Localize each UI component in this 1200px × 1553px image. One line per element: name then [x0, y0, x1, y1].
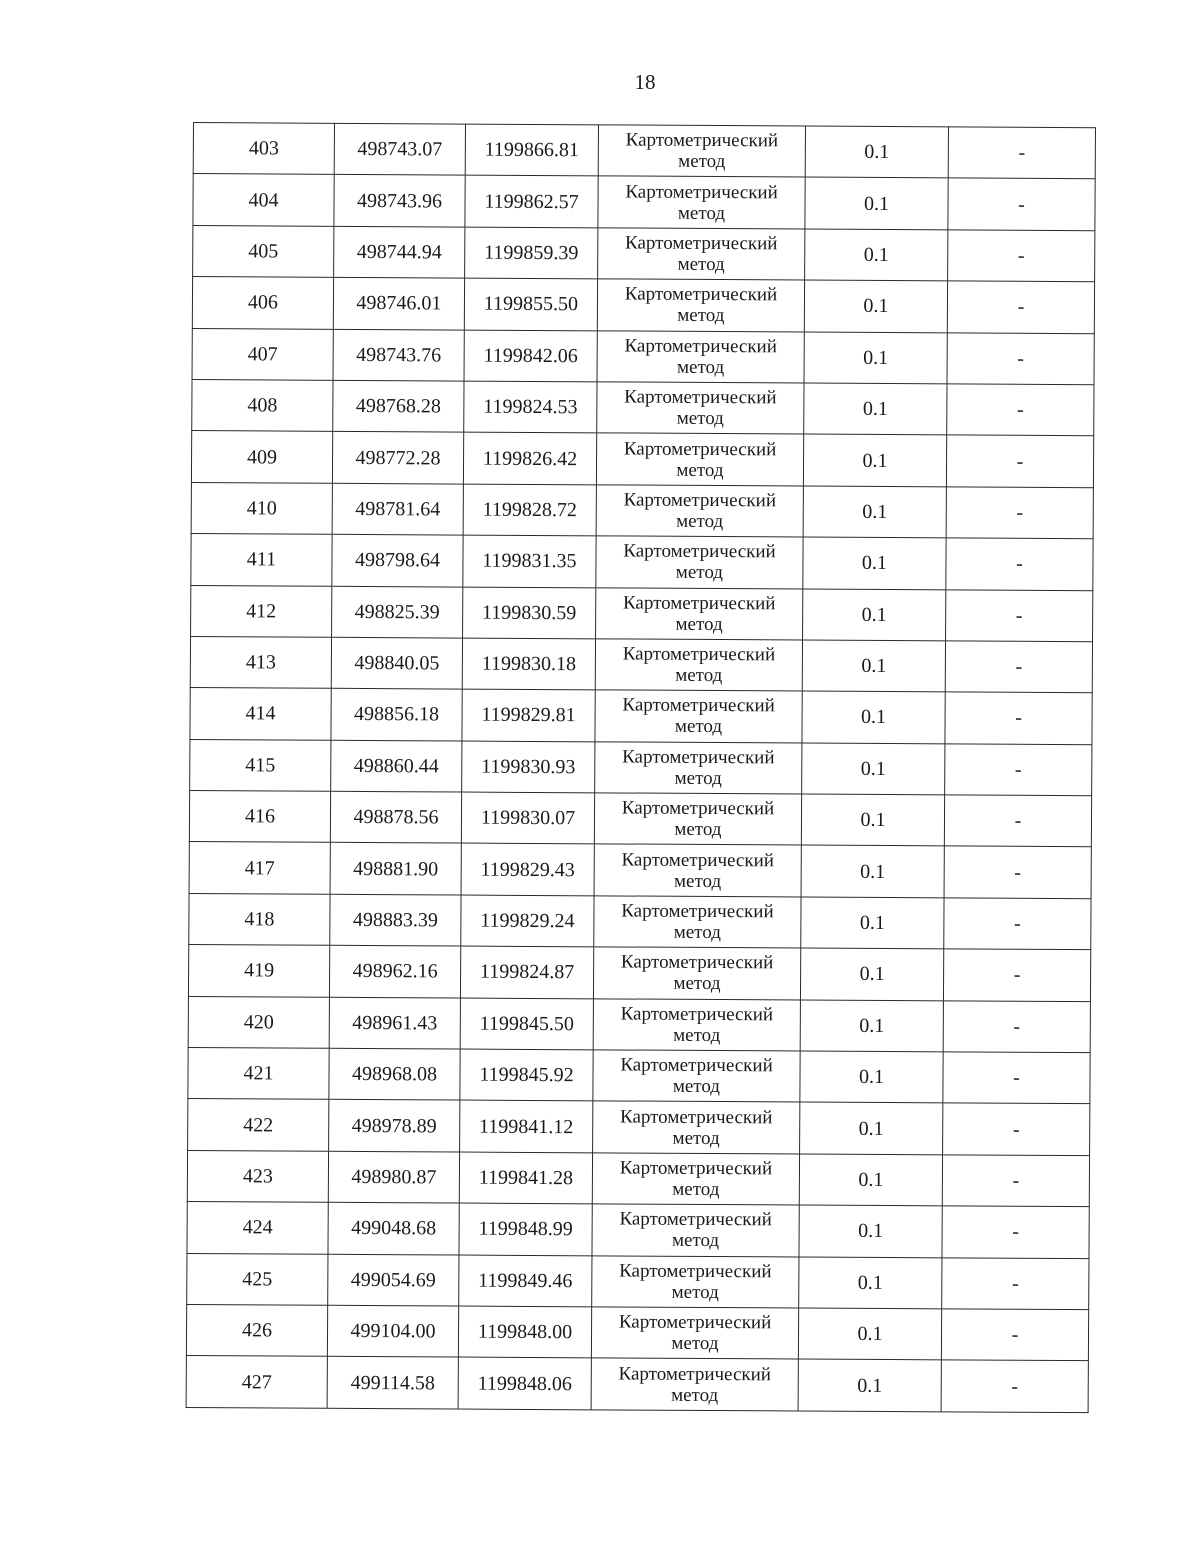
- method-cell: [597, 330, 804, 383]
- method-cell: [598, 176, 805, 229]
- x-coordinate-cell: 498856.18: [331, 689, 462, 741]
- note-cell: -: [948, 127, 1095, 179]
- method-line-2: метод: [677, 202, 726, 224]
- method-line-1: Картометрический: [622, 694, 775, 717]
- table-row: [187, 1150, 1089, 1207]
- table-row: [191, 431, 1093, 488]
- x-coordinate-cell: 499048.68: [328, 1203, 459, 1255]
- point-number-cell: 406: [192, 277, 333, 329]
- y-coordinate-cell: 1199862.57: [465, 175, 598, 227]
- note-cell: -: [946, 589, 1093, 641]
- x-coordinate-cell: 498743.07: [334, 123, 465, 175]
- point-number-cell: 415: [190, 739, 331, 791]
- table-row: [187, 1202, 1089, 1259]
- method-line-1: Картометрический: [619, 1260, 772, 1283]
- accuracy-cell: 0.1: [798, 1308, 941, 1360]
- method-cell: [598, 228, 805, 281]
- table-row: [186, 1356, 1088, 1413]
- accuracy-cell: 0.1: [798, 1359, 941, 1411]
- accuracy-cell: 0.1: [801, 897, 944, 949]
- method-line-1: Картометрический: [619, 1157, 773, 1180]
- method-cell: [592, 1204, 799, 1257]
- method-line-1: Картометрический: [623, 540, 776, 563]
- point-number-cell: 423: [187, 1150, 328, 1202]
- method-line-1: Картометрический: [624, 335, 777, 358]
- table-row: [193, 123, 1095, 180]
- table-row: [191, 534, 1093, 591]
- table-row: [192, 277, 1094, 334]
- method-line-1: Картометрический: [622, 592, 776, 615]
- x-coordinate-cell: 499114.58: [327, 1357, 458, 1409]
- note-cell: -: [941, 1309, 1088, 1361]
- note-cell: -: [945, 641, 1092, 693]
- x-coordinate-cell: 498980.87: [328, 1151, 459, 1203]
- method-cell: [595, 690, 802, 743]
- method-cell: [594, 793, 801, 846]
- point-number-cell: 407: [192, 328, 333, 380]
- point-number-cell: 427: [186, 1356, 327, 1408]
- x-coordinate-cell: 498978.89: [329, 1100, 460, 1152]
- method-line-1: Картометрический: [620, 1003, 774, 1026]
- method-line-2: метод: [671, 1332, 719, 1355]
- method-cell: [592, 1255, 799, 1308]
- table-row: [188, 1099, 1090, 1156]
- method-line-2: метод: [674, 767, 722, 789]
- method-line-2: метод: [675, 613, 723, 635]
- accuracy-cell: 0.1: [800, 1000, 943, 1052]
- table-body: [186, 123, 1095, 1413]
- accuracy-cell: 0.1: [799, 1257, 942, 1309]
- table-row: [190, 739, 1092, 796]
- method-line-1: Картометрический: [623, 438, 777, 460]
- page-number: 18: [634, 70, 656, 94]
- method-line-2: метод: [674, 716, 723, 738]
- method-line-1: Картометрический: [620, 951, 774, 974]
- table-row: [190, 636, 1092, 693]
- point-number-cell: 417: [189, 842, 330, 894]
- table-row: [188, 945, 1090, 1002]
- method-line-1: Картометрический: [620, 1054, 773, 1077]
- x-coordinate-cell: 498772.28: [332, 432, 463, 484]
- x-coordinate-cell: 498798.64: [332, 534, 463, 586]
- point-number-cell: 419: [188, 945, 329, 997]
- method-line-2: метод: [673, 1024, 721, 1046]
- method-line-1: Картометрический: [625, 232, 778, 255]
- y-coordinate-cell: 1199824.87: [460, 946, 593, 998]
- note-cell: -: [946, 487, 1093, 539]
- table-row: [187, 1253, 1089, 1310]
- point-number-cell: 420: [188, 996, 329, 1048]
- method-line-2: метод: [676, 356, 725, 378]
- method-line-2: метод: [678, 150, 726, 173]
- point-number-cell: 426: [186, 1304, 327, 1356]
- note-cell: -: [942, 1257, 1089, 1309]
- y-coordinate-cell: 1199849.46: [459, 1255, 592, 1307]
- method-cell: [596, 587, 803, 640]
- method-line-2: метод: [677, 305, 725, 327]
- note-cell: -: [946, 538, 1093, 590]
- note-cell: -: [948, 230, 1095, 282]
- method-line-2: метод: [676, 510, 724, 532]
- point-number-cell: 409: [191, 431, 332, 483]
- method-cell: [593, 947, 800, 1000]
- method-line-2: метод: [672, 1127, 720, 1149]
- note-cell: -: [944, 846, 1091, 898]
- method-cell: [596, 433, 803, 486]
- table-row: [190, 688, 1092, 745]
- method-cell: [597, 382, 804, 435]
- accuracy-cell: 0.1: [802, 691, 945, 743]
- method-line-1: Картометрический: [624, 386, 777, 409]
- note-cell: -: [948, 178, 1095, 230]
- method-line-2: метод: [671, 1384, 719, 1406]
- y-coordinate-cell: 1199829.24: [461, 895, 594, 947]
- method-line-2: метод: [673, 973, 721, 995]
- method-line-2: метод: [671, 1281, 719, 1303]
- note-cell: -: [943, 1000, 1090, 1052]
- accuracy-cell: 0.1: [803, 589, 946, 641]
- method-line-1: Картометрический: [622, 746, 775, 769]
- y-coordinate-cell: 1199842.06: [464, 330, 597, 382]
- x-coordinate-cell: 498962.16: [329, 946, 460, 998]
- note-cell: -: [943, 949, 1090, 1001]
- point-number-cell: 410: [191, 482, 332, 534]
- x-coordinate-cell: 498746.01: [333, 277, 464, 329]
- accuracy-cell: 0.1: [804, 332, 947, 384]
- note-cell: -: [945, 692, 1092, 744]
- table-row: [192, 328, 1094, 385]
- table-row: [188, 996, 1090, 1053]
- point-number-cell: 408: [192, 379, 333, 431]
- x-coordinate-cell: 498881.90: [330, 843, 461, 895]
- method-cell: [591, 1358, 798, 1411]
- accuracy-cell: 0.1: [803, 434, 946, 486]
- method-line-1: Картометрический: [619, 1106, 773, 1128]
- point-number-cell: 414: [190, 688, 331, 740]
- note-cell: -: [942, 1155, 1089, 1207]
- method-line-2: метод: [672, 1178, 720, 1201]
- method-line-1: Картометрический: [618, 1311, 772, 1334]
- y-coordinate-cell: 1199829.81: [462, 689, 595, 741]
- y-coordinate-cell: 1199859.39: [465, 227, 598, 279]
- method-cell: [593, 1050, 800, 1103]
- x-coordinate-cell: 498743.96: [334, 175, 465, 227]
- x-coordinate-cell: 498961.43: [329, 997, 460, 1049]
- method-line-1: Картометрический: [622, 643, 776, 666]
- method-line-1: Картометрический: [618, 1363, 772, 1385]
- method-cell: [592, 1153, 799, 1206]
- method-line-1: Картометрический: [624, 283, 778, 306]
- y-coordinate-cell: 1199848.00: [458, 1306, 591, 1358]
- table-row: [193, 174, 1095, 231]
- accuracy-cell: 0.1: [802, 640, 945, 692]
- table-row: [189, 893, 1091, 950]
- y-coordinate-cell: 1199855.50: [464, 278, 597, 330]
- note-cell: -: [946, 435, 1093, 487]
- table-row: [189, 842, 1091, 899]
- y-coordinate-cell: 1199829.43: [461, 844, 594, 896]
- point-number-cell: 425: [187, 1253, 328, 1305]
- point-number-cell: 412: [191, 585, 332, 637]
- method-line-1: Картометрический: [625, 129, 779, 152]
- accuracy-cell: 0.1: [801, 794, 944, 846]
- x-coordinate-cell: 499054.69: [328, 1254, 459, 1306]
- method-cell: [591, 1307, 798, 1360]
- method-line-1: Картометрический: [625, 181, 778, 203]
- table-row: [188, 1048, 1090, 1105]
- method-cell: [597, 279, 804, 332]
- method-cell: [596, 485, 803, 538]
- method-cell: [593, 998, 800, 1051]
- note-cell: -: [944, 898, 1091, 950]
- accuracy-cell: 0.1: [800, 948, 943, 1000]
- y-coordinate-cell: 1199848.99: [459, 1203, 592, 1255]
- note-cell: -: [941, 1360, 1088, 1412]
- x-coordinate-cell: 498744.94: [334, 226, 465, 278]
- method-cell: [598, 125, 805, 178]
- x-coordinate-cell: 498768.28: [333, 380, 464, 432]
- accuracy-cell: 0.1: [803, 486, 946, 538]
- y-coordinate-cell: 1199831.35: [463, 535, 596, 587]
- method-line-1: Картометрический: [621, 900, 774, 923]
- accuracy-cell: 0.1: [799, 1154, 942, 1206]
- accuracy-cell: 0.1: [804, 383, 947, 435]
- table-row: [191, 482, 1093, 539]
- x-coordinate-cell: 498743.76: [333, 329, 464, 381]
- note-cell: -: [943, 1103, 1090, 1155]
- y-coordinate-cell: 1199845.50: [460, 998, 593, 1050]
- x-coordinate-cell: 498825.39: [332, 586, 463, 638]
- method-line-1: Картометрический: [621, 849, 775, 872]
- accuracy-cell: 0.1: [805, 177, 948, 229]
- accuracy-cell: 0.1: [799, 1205, 942, 1257]
- x-coordinate-cell: 498878.56: [330, 791, 461, 843]
- method-line-2: метод: [671, 1230, 720, 1252]
- accuracy-cell: 0.1: [800, 1102, 943, 1154]
- note-cell: -: [947, 332, 1094, 384]
- accuracy-cell: 0.1: [801, 845, 944, 897]
- method-cell: [593, 1101, 800, 1154]
- accuracy-cell: 0.1: [802, 743, 945, 795]
- method-line-1: Картометрический: [623, 489, 777, 512]
- coordinates-table: [186, 122, 1096, 1413]
- y-coordinate-cell: 1199826.42: [463, 432, 596, 484]
- point-number-cell: 418: [189, 893, 330, 945]
- method-line-2: метод: [673, 921, 721, 944]
- y-coordinate-cell: 1199824.53: [464, 381, 597, 433]
- table-row: [189, 791, 1091, 848]
- point-number-cell: 405: [193, 225, 334, 277]
- method-line-2: метод: [673, 870, 722, 892]
- table-row: [192, 379, 1094, 436]
- method-cell: [594, 844, 801, 897]
- point-number-cell: 422: [188, 1099, 329, 1151]
- method-line-2: метод: [674, 819, 722, 841]
- x-coordinate-cell: 498840.05: [331, 637, 462, 689]
- method-line-2: метод: [676, 407, 724, 430]
- accuracy-cell: 0.1: [805, 229, 948, 281]
- note-cell: -: [945, 744, 1092, 796]
- x-coordinate-cell: 498883.39: [330, 894, 461, 946]
- method-line-2: метод: [675, 664, 723, 687]
- point-number-cell: 416: [189, 791, 330, 843]
- y-coordinate-cell: 1199866.81: [465, 124, 598, 176]
- point-number-cell: 404: [193, 174, 334, 226]
- note-cell: -: [942, 1206, 1089, 1258]
- y-coordinate-cell: 1199830.93: [462, 741, 595, 793]
- y-coordinate-cell: 1199845.92: [460, 1049, 593, 1101]
- x-coordinate-cell: 498860.44: [331, 740, 462, 792]
- note-cell: -: [944, 795, 1091, 847]
- y-coordinate-cell: 1199830.18: [462, 638, 595, 690]
- table-row: [186, 1304, 1088, 1361]
- method-line-2: метод: [676, 459, 724, 481]
- method-line-2: метод: [672, 1075, 721, 1098]
- note-cell: -: [943, 1052, 1090, 1104]
- method-line-2: метод: [677, 253, 725, 276]
- coordinates-table-wrap: [186, 122, 1095, 1413]
- accuracy-cell: 0.1: [803, 537, 946, 589]
- method-cell: [595, 742, 802, 795]
- y-coordinate-cell: 1199828.72: [463, 484, 596, 536]
- point-number-cell: 421: [188, 1048, 329, 1100]
- note-cell: -: [947, 281, 1094, 333]
- y-coordinate-cell: 1199830.07: [461, 792, 594, 844]
- accuracy-cell: 0.1: [800, 1051, 943, 1103]
- point-number-cell: 403: [193, 123, 334, 175]
- method-cell: [594, 896, 801, 949]
- y-coordinate-cell: 1199841.28: [459, 1152, 592, 1204]
- point-number-cell: 413: [190, 636, 331, 688]
- table-row: [191, 585, 1093, 642]
- x-coordinate-cell: 498968.08: [329, 1048, 460, 1100]
- method-line-1: Картометрический: [621, 797, 775, 820]
- accuracy-cell: 0.1: [804, 280, 947, 332]
- method-cell: [596, 536, 803, 589]
- y-coordinate-cell: 1199848.06: [458, 1357, 591, 1409]
- method-line-1: Картометрический: [619, 1208, 772, 1231]
- note-cell: -: [947, 384, 1094, 436]
- y-coordinate-cell: 1199830.59: [463, 587, 596, 639]
- accuracy-cell: 0.1: [805, 126, 948, 178]
- table-row: [193, 225, 1095, 282]
- method-line-2: метод: [675, 562, 724, 584]
- method-cell: [595, 639, 802, 692]
- x-coordinate-cell: 498781.64: [332, 483, 463, 535]
- y-coordinate-cell: 1199841.12: [460, 1100, 593, 1152]
- point-number-cell: 411: [191, 534, 332, 586]
- point-number-cell: 424: [187, 1202, 328, 1254]
- x-coordinate-cell: 499104.00: [327, 1305, 458, 1357]
